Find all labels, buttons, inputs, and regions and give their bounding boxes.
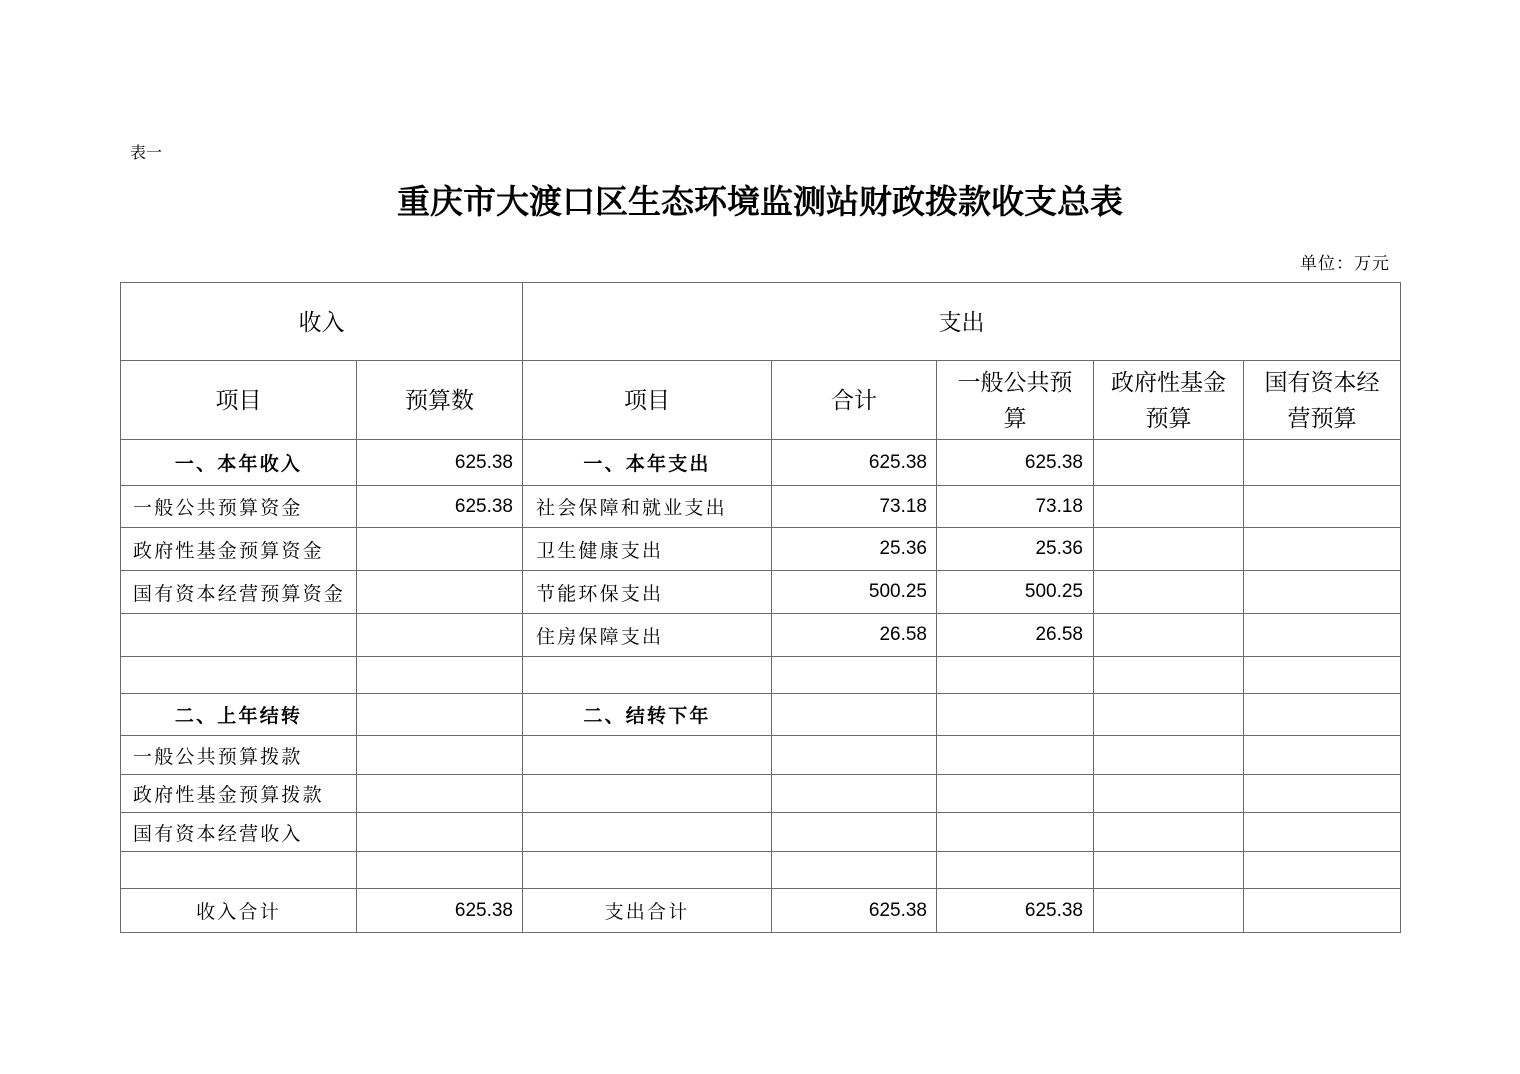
table-label: 表一 <box>130 143 163 162</box>
expense-item-cell: 住房保障支出 <box>523 614 772 657</box>
gov-fund-cell <box>1094 813 1244 852</box>
income-budget-cell <box>357 813 523 852</box>
col-header-state-capital-cell <box>1244 361 1401 440</box>
table-row <box>121 694 1401 736</box>
total-cell: 26.58 <box>772 614 937 657</box>
general-public-cell <box>937 813 1094 852</box>
total-cell: 25.36 <box>772 528 937 571</box>
unit-label: 单位：万元 <box>1300 254 1390 274</box>
income-item-cell <box>121 614 357 657</box>
header-expense: 支出 <box>523 283 1401 361</box>
table-row <box>121 657 1401 694</box>
table-row <box>121 614 1401 657</box>
income-total-value: 625.38 <box>357 889 523 933</box>
gov-fund-cell <box>1094 775 1244 813</box>
general-public-cell: 625.38 <box>937 440 1094 486</box>
income-budget-cell <box>357 528 523 571</box>
gov-fund-cell <box>1094 852 1244 889</box>
table-row <box>121 486 1401 528</box>
table-row <box>121 736 1401 775</box>
total-cell <box>772 657 937 694</box>
state-capital-cell <box>1244 736 1401 775</box>
income-budget-cell <box>357 852 523 889</box>
state-capital-cell <box>1244 571 1401 614</box>
income-budget-cell <box>357 657 523 694</box>
total-cell <box>772 813 937 852</box>
state-capital-cell <box>1244 694 1401 736</box>
table-row <box>121 813 1401 852</box>
total-cell: 73.18 <box>772 486 937 528</box>
expense-item-cell <box>523 852 772 889</box>
gov-fund-cell <box>1094 440 1244 486</box>
col-header-gov-fund: 政府性基金预算 <box>1111 369 1226 431</box>
col-header-gov-fund-cell <box>1094 361 1244 440</box>
expense-total-value: 625.38 <box>772 889 937 933</box>
expense-item-cell: 卫生健康支出 <box>523 528 772 571</box>
income-item-cell <box>121 657 357 694</box>
state-capital-cell <box>1244 889 1401 933</box>
expense-item-cell <box>523 775 772 813</box>
general-public-cell <box>937 775 1094 813</box>
income-item-cell: 国有资本经营预算资金 <box>121 571 357 614</box>
expense-item-cell: 二、结转下年 <box>523 694 772 736</box>
general-public-cell: 26.58 <box>937 614 1094 657</box>
col-header-general-public: 一般公共预算 <box>957 369 1073 431</box>
income-item-cell: 政府性基金预算资金 <box>121 528 357 571</box>
table-row <box>121 775 1401 813</box>
expense-item-cell <box>523 736 772 775</box>
gov-fund-cell <box>1094 571 1244 614</box>
table-row <box>121 571 1401 614</box>
gov-fund-cell <box>1094 528 1244 571</box>
general-public-cell <box>937 736 1094 775</box>
income-item-cell: 二、上年结转 <box>121 694 357 736</box>
total-cell <box>772 694 937 736</box>
gov-fund-cell <box>1094 657 1244 694</box>
state-capital-cell <box>1244 657 1401 694</box>
expense-item-cell: 一、本年支出 <box>523 440 772 486</box>
expense-item-cell <box>523 813 772 852</box>
expense-item-cell: 社会保障和就业支出 <box>523 486 772 528</box>
table-row-totals <box>121 889 1401 933</box>
col-header-expense-item: 项目 <box>523 361 772 440</box>
header-income: 收入 <box>121 283 523 361</box>
state-capital-cell <box>1244 852 1401 889</box>
table-row <box>121 528 1401 571</box>
col-header-income-item: 项目 <box>121 361 357 440</box>
gov-fund-cell <box>1094 486 1244 528</box>
income-item-cell: 国有资本经营收入 <box>121 813 357 852</box>
general-public-cell <box>937 694 1094 736</box>
general-public-cell: 73.18 <box>937 486 1094 528</box>
gov-fund-cell <box>1094 736 1244 775</box>
header-row-columns <box>121 361 1401 440</box>
general-public-cell <box>937 852 1094 889</box>
total-cell <box>772 775 937 813</box>
state-capital-cell <box>1244 486 1401 528</box>
total-cell: 500.25 <box>772 571 937 614</box>
state-capital-cell <box>1244 528 1401 571</box>
income-budget-cell <box>357 614 523 657</box>
table-row <box>121 440 1401 486</box>
state-capital-cell <box>1244 775 1401 813</box>
col-header-general-public-cell <box>937 361 1094 440</box>
total-cell <box>772 852 937 889</box>
header-row-sections <box>121 283 1401 361</box>
income-budget-cell <box>357 694 523 736</box>
gov-fund-cell <box>1094 614 1244 657</box>
expense-item-cell: 节能环保支出 <box>523 571 772 614</box>
table-row <box>121 852 1401 889</box>
income-item-cell: 一般公共预算资金 <box>121 486 357 528</box>
general-public-total-value: 625.38 <box>937 889 1094 933</box>
col-header-total: 合计 <box>772 361 937 440</box>
page-title: 重庆市大渡口区生态环境监测站财政拨款收支总表 <box>397 182 1123 221</box>
general-public-cell: 500.25 <box>937 571 1094 614</box>
general-public-cell: 25.36 <box>937 528 1094 571</box>
income-item-cell <box>121 852 357 889</box>
col-header-income-budget: 预算数 <box>357 361 523 440</box>
gov-fund-cell <box>1094 694 1244 736</box>
budget-table <box>120 282 1401 933</box>
general-public-cell <box>937 657 1094 694</box>
income-item-cell: 一、本年收入 <box>121 440 357 486</box>
income-budget-cell: 625.38 <box>357 486 523 528</box>
income-budget-cell <box>357 736 523 775</box>
total-cell <box>772 736 937 775</box>
income-budget-cell: 625.38 <box>357 440 523 486</box>
income-budget-cell <box>357 775 523 813</box>
col-header-state-capital: 国有资本经营预算 <box>1264 369 1380 431</box>
income-item-cell: 一般公共预算拨款 <box>121 736 357 775</box>
gov-fund-cell <box>1094 889 1244 933</box>
income-item-cell: 政府性基金预算拨款 <box>121 775 357 813</box>
income-budget-cell <box>357 571 523 614</box>
expense-total-label: 支出合计 <box>523 889 772 933</box>
state-capital-cell <box>1244 440 1401 486</box>
state-capital-cell <box>1244 813 1401 852</box>
total-cell: 625.38 <box>772 440 937 486</box>
income-total-label: 收入合计 <box>121 889 357 933</box>
state-capital-cell <box>1244 614 1401 657</box>
expense-item-cell <box>523 657 772 694</box>
